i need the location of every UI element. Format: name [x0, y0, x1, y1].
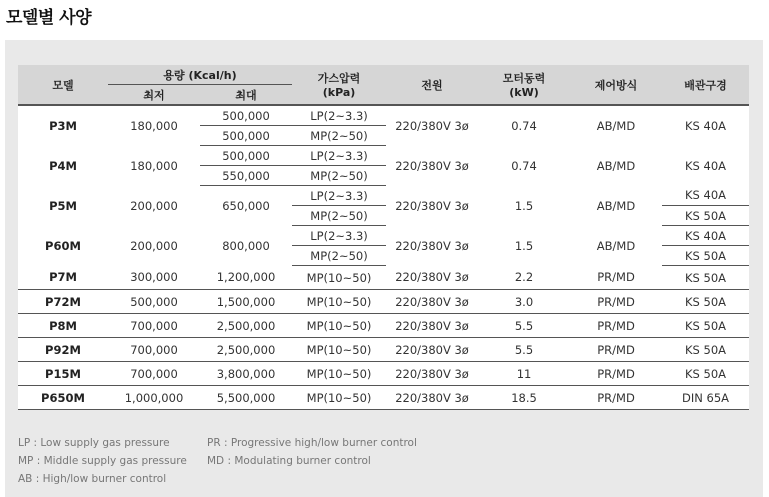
spec-table	[18, 65, 749, 410]
cell-pipe-text: KS 40A	[685, 158, 727, 173]
cell-motor	[478, 386, 570, 410]
cell-control	[570, 226, 662, 266]
cell-control	[570, 186, 662, 226]
cell-power-text: 220/380V 3ø	[395, 294, 469, 309]
cell-motor	[478, 362, 570, 386]
legend-item: PR : Progressive high/low burner control	[207, 437, 417, 449]
cell-model-text: P3M	[49, 118, 77, 133]
cell-cap-max	[200, 126, 292, 146]
cell-power	[386, 186, 478, 226]
cell-motor	[478, 226, 570, 266]
cell-cap-min	[108, 266, 200, 290]
cell-power	[386, 290, 478, 314]
cell-control-text: AB/MD	[596, 118, 636, 133]
cell-cap-max	[200, 338, 292, 362]
cell-cap-min-text: 200,000	[130, 198, 178, 213]
cell-cap-max-text: 3,800,000	[216, 366, 276, 381]
cell-motor-text: 5.5	[514, 342, 534, 357]
table-row	[18, 362, 749, 386]
cell-gas-text: LP(2~3.3)	[310, 108, 368, 123]
cell-motor-text: 0.74	[511, 158, 537, 173]
cell-motor	[478, 146, 570, 186]
cell-cap-min-text: 180,000	[130, 118, 178, 133]
cell-gas	[292, 146, 386, 166]
cell-pipe	[662, 226, 749, 246]
table-row	[18, 146, 749, 166]
cell-model	[18, 386, 108, 410]
cell-motor-text: 1.5	[514, 198, 534, 213]
cell-control-text: PR/MD	[597, 318, 635, 333]
cell-power-text: 220/380V 3ø	[395, 238, 469, 253]
cell-cap-max	[200, 166, 292, 186]
cell-cap-max-text: 1,200,000	[216, 270, 276, 285]
cell-control	[570, 146, 662, 186]
page-title: 모델별 사양	[6, 8, 92, 28]
table-row	[18, 314, 749, 338]
cell-pipe-text: DIN 65A	[682, 390, 730, 405]
cell-gas-text: MP(2~50)	[310, 208, 368, 223]
header-cap-max: 최대	[200, 85, 292, 106]
header-control: 제어방식	[570, 65, 662, 105]
cell-cap-max-text: 1,500,000	[216, 294, 276, 309]
header-motor: 모터동력 (kW)	[478, 65, 570, 105]
cell-cap-max	[200, 386, 292, 410]
legend-item: LP : Low supply gas pressure	[18, 437, 170, 449]
legend-right	[207, 434, 417, 470]
cell-control-text: PR/MD	[597, 390, 635, 405]
cell-pipe	[662, 338, 749, 362]
cell-control-text: PR/MD	[597, 270, 635, 285]
cell-cap-max-text: 500,000	[222, 148, 270, 163]
table-row	[18, 266, 749, 290]
cell-pipe-text: KS 50A	[685, 318, 727, 333]
cell-gas-text: MP(2~50)	[310, 248, 368, 263]
cell-gas	[292, 314, 386, 338]
header-model: 모델	[18, 65, 108, 105]
cell-model	[18, 338, 108, 362]
cell-pipe-text: KS 50A	[685, 208, 727, 223]
cell-cap-max-text: 500,000	[222, 108, 270, 123]
cell-pipe-text: KS 50A	[685, 366, 727, 381]
cell-motor-text: 0.74	[511, 118, 537, 133]
cell-gas	[292, 290, 386, 314]
cell-gas	[292, 186, 386, 206]
cell-pipe-text: KS 40A	[685, 118, 727, 133]
cell-motor	[478, 338, 570, 362]
cell-gas-text: MP(10~50)	[306, 318, 372, 333]
cell-pipe	[662, 105, 749, 146]
cell-cap-min-text: 700,000	[130, 342, 178, 357]
cell-model	[18, 146, 108, 186]
cell-cap-max-text: 2,500,000	[216, 318, 276, 333]
cell-gas	[292, 246, 386, 266]
cell-model-text: P8M	[49, 318, 77, 333]
cell-model	[18, 186, 108, 226]
cell-model	[18, 105, 108, 146]
cell-cap-max	[200, 146, 292, 166]
cell-gas-text: MP(10~50)	[306, 390, 372, 405]
cell-motor	[478, 266, 570, 290]
table-row	[18, 290, 749, 314]
cell-power	[386, 226, 478, 266]
cell-control-text: AB/MD	[596, 198, 636, 213]
cell-pipe	[662, 186, 749, 206]
cell-model	[18, 266, 108, 290]
cell-pipe	[662, 362, 749, 386]
cell-gas	[292, 105, 386, 126]
cell-power-text: 220/380V 3ø	[395, 198, 469, 213]
legend-item: MD : Modulating burner control	[207, 455, 371, 467]
cell-cap-min-text: 300,000	[130, 270, 178, 285]
cell-control-text: AB/MD	[596, 158, 636, 173]
cell-gas-text: LP(2~3.3)	[310, 188, 368, 203]
cell-motor-text: 1.5	[514, 238, 534, 253]
cell-motor-text: 2.2	[514, 270, 534, 285]
cell-control	[570, 314, 662, 338]
cell-cap-max-text: 650,000	[222, 198, 270, 213]
table-row	[18, 105, 749, 126]
cell-cap-min	[108, 226, 200, 266]
cell-motor-text: 18.5	[511, 390, 537, 405]
cell-control	[570, 338, 662, 362]
legend-item: AB : High/low burner control	[18, 473, 167, 485]
header-pipe: 배관구경	[662, 65, 749, 105]
cell-control	[570, 266, 662, 290]
cell-motor-text: 11	[516, 366, 532, 381]
cell-cap-min	[108, 338, 200, 362]
cell-motor	[478, 314, 570, 338]
cell-cap-min	[108, 186, 200, 226]
cell-gas-text: MP(10~50)	[306, 342, 372, 357]
cell-cap-max	[200, 226, 292, 266]
cell-cap-max	[200, 266, 292, 290]
cell-pipe	[662, 146, 749, 186]
cell-power-text: 220/380V 3ø	[395, 318, 469, 333]
cell-power-text: 220/380V 3ø	[395, 158, 469, 173]
header-gas-pressure: 가스압력 (kPa)	[292, 65, 386, 105]
cell-power	[386, 105, 478, 146]
cell-pipe-text: KS 50A	[685, 342, 727, 357]
cell-model-text: P60M	[45, 238, 81, 253]
cell-power	[386, 386, 478, 410]
cell-cap-min	[108, 105, 200, 146]
header-capacity: 용량 (Kcal/h)	[108, 65, 292, 85]
cell-pipe-text: KS 40A	[685, 228, 727, 243]
cell-control	[570, 105, 662, 146]
cell-model-text: P650M	[41, 390, 85, 405]
cell-cap-min-text: 700,000	[130, 318, 178, 333]
cell-pipe	[662, 290, 749, 314]
cell-control-text: PR/MD	[597, 294, 635, 309]
cell-control-text: PR/MD	[597, 366, 635, 381]
cell-cap-min-text: 200,000	[130, 238, 178, 253]
table-row	[18, 338, 749, 362]
cell-power	[386, 146, 478, 186]
cell-model-text: P4M	[49, 158, 77, 173]
cell-model	[18, 314, 108, 338]
cell-cap-max	[200, 314, 292, 338]
cell-cap-min	[108, 290, 200, 314]
cell-gas-text: MP(2~50)	[310, 128, 368, 143]
table-row	[18, 186, 749, 206]
cell-cap-max	[200, 186, 292, 226]
cell-motor-text: 3.0	[514, 294, 534, 309]
cell-control-text: AB/MD	[596, 238, 636, 253]
cell-control-text: PR/MD	[597, 342, 635, 357]
cell-pipe	[662, 314, 749, 338]
table-header	[18, 65, 749, 105]
cell-gas-text: MP(2~50)	[310, 168, 368, 183]
cell-cap-max	[200, 290, 292, 314]
cell-model	[18, 226, 108, 266]
cell-gas	[292, 226, 386, 246]
cell-model-text: P15M	[45, 366, 81, 381]
cell-power-text: 220/380V 3ø	[395, 390, 469, 405]
cell-cap-min-text: 500,000	[130, 294, 178, 309]
cell-power-text: 220/380V 3ø	[395, 118, 469, 133]
cell-pipe-text: KS 40A	[685, 188, 727, 203]
legend-item: MP : Middle supply gas pressure	[18, 455, 187, 467]
cell-cap-max	[200, 362, 292, 386]
legend-left	[18, 434, 187, 488]
cell-control	[570, 290, 662, 314]
cell-power-text: 220/380V 3ø	[395, 270, 469, 285]
cell-power	[386, 314, 478, 338]
cell-gas	[292, 166, 386, 186]
cell-pipe	[662, 206, 749, 226]
cell-power-text: 220/380V 3ø	[395, 342, 469, 357]
cell-motor	[478, 186, 570, 226]
spec-panel	[5, 40, 763, 497]
cell-motor-text: 5.5	[514, 318, 534, 333]
cell-cap-max-text: 500,000	[222, 128, 270, 143]
cell-gas	[292, 206, 386, 226]
cell-control	[570, 362, 662, 386]
table-row	[18, 386, 749, 410]
cell-cap-max-text: 800,000	[222, 238, 270, 253]
cell-pipe	[662, 246, 749, 266]
cell-gas	[292, 338, 386, 362]
header-power: 전원	[386, 65, 478, 105]
header-cap-min: 최저	[108, 85, 200, 106]
cell-gas	[292, 266, 386, 290]
cell-gas-text: MP(10~50)	[306, 366, 372, 381]
cell-model	[18, 290, 108, 314]
cell-gas-text: MP(10~50)	[306, 294, 372, 309]
cell-model-text: P72M	[45, 294, 81, 309]
cell-gas	[292, 386, 386, 410]
cell-cap-min-text: 1,000,000	[124, 390, 184, 405]
cell-cap-max	[200, 105, 292, 126]
cell-cap-min-text: 180,000	[130, 158, 178, 173]
cell-power-text: 220/380V 3ø	[395, 366, 469, 381]
cell-motor	[478, 290, 570, 314]
cell-cap-max-text: 550,000	[222, 168, 270, 183]
cell-cap-min-text: 700,000	[130, 366, 178, 381]
cell-model-text: P5M	[49, 198, 77, 213]
cell-control	[570, 386, 662, 410]
cell-pipe-text: KS 50A	[685, 248, 727, 263]
table-row	[18, 226, 749, 246]
table-body	[18, 105, 749, 410]
cell-power	[386, 266, 478, 290]
cell-cap-min	[108, 386, 200, 410]
cell-gas	[292, 362, 386, 386]
cell-gas-text: LP(2~3.3)	[310, 148, 368, 163]
cell-model	[18, 362, 108, 386]
cell-motor	[478, 105, 570, 146]
cell-pipe	[662, 266, 749, 290]
cell-gas-text: MP(10~50)	[306, 270, 372, 285]
cell-model-text: P92M	[45, 342, 81, 357]
cell-gas-text: LP(2~3.3)	[310, 228, 368, 243]
cell-power	[386, 338, 478, 362]
cell-cap-min	[108, 146, 200, 186]
cell-pipe-text: KS 50A	[685, 294, 727, 309]
cell-pipe	[662, 386, 749, 410]
cell-pipe-text: KS 50A	[685, 270, 727, 285]
cell-power	[386, 362, 478, 386]
cell-cap-min	[108, 314, 200, 338]
cell-gas	[292, 126, 386, 146]
cell-model-text: P7M	[49, 270, 77, 285]
cell-cap-max-text: 2,500,000	[216, 342, 276, 357]
cell-cap-max-text: 5,500,000	[216, 390, 276, 405]
cell-cap-min	[108, 362, 200, 386]
